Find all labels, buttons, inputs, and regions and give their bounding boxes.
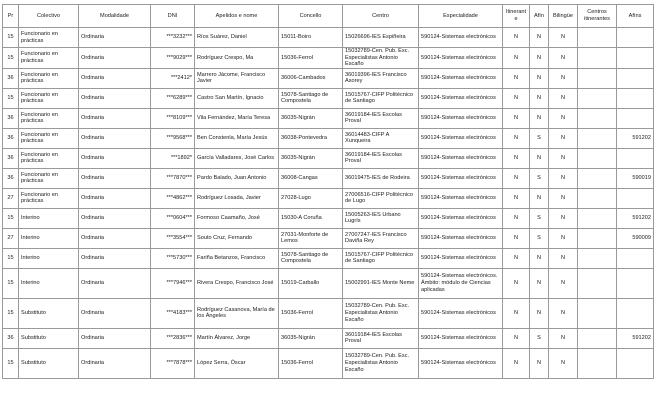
cell-centros-itinerantes [578, 28, 617, 48]
cell-modalidade: Ordinaria [79, 28, 151, 48]
cell-apelidos-nome: Rodríguez Casanova, María de los Ángeles [195, 298, 279, 328]
cell-modalidade: Ordinaria [79, 88, 151, 108]
cell-afins: 591202 [617, 128, 654, 148]
cell-pr: 15 [3, 48, 19, 69]
cell-apelidos-nome: Castro San Martín, Ignacio [195, 88, 279, 108]
header-pr: Pr [3, 5, 19, 28]
cell-centro: 15032789-Cen. Pub. Esc. Especialistas Antonio Escaño [343, 48, 419, 69]
cell-concello: 15030-A Coruña [279, 208, 343, 228]
table-row [3, 28, 654, 48]
cell-apelidos-nome: Marrero Jácome, Francisco Javier [195, 68, 279, 88]
cell-especialidade: 590124-Sistemas electrónicos [419, 208, 503, 228]
cell-apelidos-nome: Fariña Betanzos, Francisco [195, 248, 279, 268]
cell-especialidade: 590124-Sistemas electrónicos [419, 108, 503, 128]
cell-concello: 15036-Ferrol [279, 48, 343, 69]
cell-itinerante: N [503, 298, 530, 328]
cell-afins: 591202 [617, 208, 654, 228]
cell-apelidos-nome: Rodríguez Crespo, Ma [195, 48, 279, 69]
table-row [3, 248, 654, 268]
assignments-table [2, 4, 654, 379]
cell-pr: 15 [3, 348, 19, 378]
cell-afins [617, 28, 654, 48]
cell-modalidade: Ordinaria [79, 168, 151, 188]
cell-afins: 590009 [617, 228, 654, 248]
cell-pr: 36 [3, 68, 19, 88]
cell-colectivo: Funcionario en prácticas [19, 188, 79, 208]
cell-itinerante: N [503, 108, 530, 128]
cell-afin: N [530, 48, 549, 69]
cell-pr: 27 [3, 188, 19, 208]
table-row [3, 168, 654, 188]
cell-itinerante: N [503, 248, 530, 268]
cell-pr: 36 [3, 108, 19, 128]
cell-colectivo: Substituto [19, 348, 79, 378]
cell-especialidade: 590124-Sistemas electrónicos [419, 328, 503, 348]
cell-bilingue: N [549, 298, 578, 328]
cell-concello: 36035-Nigrán [279, 108, 343, 128]
cell-colectivo: Funcionario en prácticas [19, 28, 79, 48]
cell-colectivo: Interino [19, 208, 79, 228]
cell-bilingue: N [549, 348, 578, 378]
cell-bilingue: N [549, 28, 578, 48]
cell-pr: 15 [3, 248, 19, 268]
cell-especialidade: 590124-Sistemas electrónicos [419, 28, 503, 48]
cell-especialidade: 590124-Sistemas electrónicos [419, 348, 503, 378]
cell-apelidos-nome: Ríos Suárez, Daniel [195, 28, 279, 48]
table-row [3, 128, 654, 148]
cell-afins [617, 248, 654, 268]
cell-colectivo: Funcionario en prácticas [19, 168, 79, 188]
cell-concello: 36008-Cangas [279, 168, 343, 188]
cell-bilingue: N [549, 48, 578, 69]
cell-centro: 15002991-IES Monte Neme [343, 268, 419, 298]
table-row [3, 48, 654, 69]
cell-modalidade: Ordinaria [79, 128, 151, 148]
cell-especialidade: 590124-Sistemas electrónicos [419, 48, 503, 69]
cell-bilingue: N [549, 188, 578, 208]
cell-afins [617, 88, 654, 108]
cell-especialidade: 590124-Sistemas electrónicos [419, 128, 503, 148]
cell-colectivo: Funcionario en prácticas [19, 48, 79, 69]
cell-bilingue: N [549, 328, 578, 348]
cell-afin: S [530, 168, 549, 188]
cell-afin: N [530, 348, 549, 378]
cell-centros-itinerantes [578, 208, 617, 228]
cell-centros-itinerantes [578, 168, 617, 188]
cell-centro: 36014483-CIFP A Xunqueira [343, 128, 419, 148]
cell-dni: ***2412* [151, 68, 195, 88]
cell-dni: ***6289*** [151, 88, 195, 108]
cell-colectivo: Substituto [19, 328, 79, 348]
table-row [3, 328, 654, 348]
cell-modalidade: Ordinaria [79, 188, 151, 208]
cell-centro: 15026696-IES Espiñeira [343, 28, 419, 48]
cell-centro: 15015767-CIFP Politécnico de Santiago [343, 248, 419, 268]
cell-especialidade: 590124-Sistemas electrónicos [419, 68, 503, 88]
cell-bilingue: N [549, 68, 578, 88]
cell-centros-itinerantes [578, 108, 617, 128]
cell-afin: N [530, 148, 549, 168]
cell-afin: N [530, 268, 549, 298]
cell-itinerante: N [503, 188, 530, 208]
cell-concello: 15036-Ferrol [279, 298, 343, 328]
cell-modalidade: Ordinaria [79, 348, 151, 378]
cell-afin: N [530, 248, 549, 268]
cell-especialidade: 590124-Sistemas electrónicos [419, 168, 503, 188]
cell-modalidade: Ordinaria [79, 268, 151, 298]
cell-centro: 36019184-IES Escolas Proval [343, 328, 419, 348]
cell-afins: 590019 [617, 168, 654, 188]
cell-concello: 36038-Pontevedra [279, 128, 343, 148]
cell-colectivo: Interino [19, 228, 79, 248]
cell-afins [617, 48, 654, 69]
cell-colectivo: Interino [19, 268, 79, 298]
cell-pr: 36 [3, 328, 19, 348]
cell-apelidos-nome: García Valladares, José Carlos [195, 148, 279, 168]
cell-colectivo: Funcionario en prácticas [19, 148, 79, 168]
table-row [3, 68, 654, 88]
cell-concello: 27028-Lugo [279, 188, 343, 208]
cell-afin: N [530, 68, 549, 88]
cell-especialidade: 590124-Sistemas electrónicos [419, 188, 503, 208]
cell-afin: S [530, 128, 549, 148]
cell-colectivo: Funcionario en prácticas [19, 88, 79, 108]
cell-apelidos-nome: Martín Álvarez, Jorge [195, 328, 279, 348]
cell-dni: ***3554*** [151, 228, 195, 248]
cell-modalidade: Ordinaria [79, 298, 151, 328]
cell-centro: 15005263-IES Urbano Lugrís [343, 208, 419, 228]
table-body [3, 28, 654, 379]
cell-centros-itinerantes [578, 348, 617, 378]
cell-concello: 15078-Santiago de Compostela [279, 248, 343, 268]
cell-afin: S [530, 328, 549, 348]
cell-especialidade: 590124-Sistemas electrónicos. Ámbito: módulo de Ciencias aplicadas [419, 268, 503, 298]
header-especialidade: Especialidade [419, 5, 503, 28]
cell-afin: N [530, 28, 549, 48]
cell-itinerante: N [503, 88, 530, 108]
cell-modalidade: Ordinaria [79, 228, 151, 248]
cell-afin: S [530, 228, 549, 248]
cell-especialidade: 590124-Sistemas electrónicos [419, 248, 503, 268]
cell-modalidade: Ordinaria [79, 248, 151, 268]
cell-apelidos-nome: Rivera Crespo, Francisco José [195, 268, 279, 298]
cell-concello: 15078-Santiago de Compostela [279, 88, 343, 108]
cell-itinerante: N [503, 48, 530, 69]
cell-apelidos-nome: Souto Cruz, Fernando [195, 228, 279, 248]
cell-colectivo: Funcionario en prácticas [19, 68, 79, 88]
table-row [3, 268, 654, 298]
cell-centros-itinerantes [578, 248, 617, 268]
cell-apelidos-nome: Vila Fernández, María Teresa [195, 108, 279, 128]
cell-itinerante: N [503, 208, 530, 228]
cell-bilingue: N [549, 88, 578, 108]
cell-centro: 36019396-IES Francisco Asorey [343, 68, 419, 88]
cell-afin: N [530, 298, 549, 328]
cell-concello: 36035-Nigrán [279, 148, 343, 168]
header-itinerante: Itinerante [503, 5, 530, 28]
cell-colectivo: Funcionario en prácticas [19, 128, 79, 148]
cell-dni: ***9568*** [151, 128, 195, 148]
cell-itinerante: N [503, 148, 530, 168]
cell-afin: N [530, 108, 549, 128]
cell-centros-itinerantes [578, 48, 617, 69]
header-dni: DNI [151, 5, 195, 28]
cell-afins [617, 68, 654, 88]
cell-centro: 15032789-Cen. Pub. Esc. Especialistas Antonio Escaño [343, 348, 419, 378]
cell-afins: 591202 [617, 328, 654, 348]
cell-centros-itinerantes [578, 188, 617, 208]
cell-pr: 36 [3, 128, 19, 148]
cell-pr: 15 [3, 298, 19, 328]
cell-pr: 15 [3, 28, 19, 48]
cell-especialidade: 590124-Sistemas electrónicos [419, 148, 503, 168]
cell-colectivo: Substituto [19, 298, 79, 328]
cell-concello: 36035-Nigrán [279, 328, 343, 348]
cell-itinerante: N [503, 168, 530, 188]
cell-afin: S [530, 208, 549, 228]
cell-afins [617, 348, 654, 378]
header-apelidos-nome: Apelidos e nome [195, 5, 279, 28]
cell-centro: 36019184-IES Escolas Proval [343, 148, 419, 168]
cell-dni: ***7878*** [151, 348, 195, 378]
cell-itinerante: N [503, 348, 530, 378]
cell-especialidade: 590124-Sistemas electrónicos [419, 298, 503, 328]
cell-dni: ***4862*** [151, 188, 195, 208]
cell-bilingue: N [549, 148, 578, 168]
cell-afins [617, 148, 654, 168]
cell-especialidade: 590124-Sistemas electrónicos [419, 228, 503, 248]
cell-centro: 36019184-IES Escolas Proval [343, 108, 419, 128]
cell-centro: 27006516-CIFP Politécnico de Lugo [343, 188, 419, 208]
header-afin: Afín [530, 5, 549, 28]
cell-pr: 15 [3, 208, 19, 228]
cell-dni: ***5730*** [151, 248, 195, 268]
cell-pr: 15 [3, 88, 19, 108]
cell-apelidos-nome: Ben Constenla, María Jesús [195, 128, 279, 148]
cell-pr: 36 [3, 168, 19, 188]
cell-afin: N [530, 188, 549, 208]
cell-modalidade: Ordinaria [79, 108, 151, 128]
table-row [3, 348, 654, 378]
cell-afins [617, 298, 654, 328]
cell-bilingue: N [549, 228, 578, 248]
cell-itinerante: N [503, 328, 530, 348]
cell-apelidos-nome: Pardo Balado, Juan Antonio [195, 168, 279, 188]
cell-centros-itinerantes [578, 88, 617, 108]
table-row [3, 108, 654, 128]
cell-apelidos-nome: López Serra, Óscar [195, 348, 279, 378]
header-centros-itinerantes: Centros itinerantes [578, 5, 617, 28]
cell-apelidos-nome: Rodríguez Losada, Javier [195, 188, 279, 208]
cell-dni: ***4183*** [151, 298, 195, 328]
cell-itinerante: N [503, 268, 530, 298]
cell-centro: 27007247-IES Francisco Daviña Rey [343, 228, 419, 248]
cell-itinerante: N [503, 28, 530, 48]
cell-modalidade: Ordinaria [79, 48, 151, 69]
header-afins: Afíns [617, 5, 654, 28]
cell-concello: 15019-Carballo [279, 268, 343, 298]
cell-centros-itinerantes [578, 328, 617, 348]
cell-modalidade: Ordinaria [79, 148, 151, 168]
cell-bilingue: N [549, 208, 578, 228]
header-concello: Concello [279, 5, 343, 28]
cell-centros-itinerantes [578, 298, 617, 328]
cell-dni: ***1892* [151, 148, 195, 168]
cell-pr: 15 [3, 268, 19, 298]
cell-pr: 27 [3, 228, 19, 248]
cell-centro: 15015767-CIFP Politécnico de Santiago [343, 88, 419, 108]
cell-itinerante: N [503, 128, 530, 148]
cell-dni: ***8109*** [151, 108, 195, 128]
cell-dni: ***7870*** [151, 168, 195, 188]
table-row [3, 298, 654, 328]
table-header-row [3, 5, 654, 28]
header-bilingue: Bilingüe [549, 5, 578, 28]
cell-centros-itinerantes [578, 228, 617, 248]
cell-centros-itinerantes [578, 268, 617, 298]
cell-especialidade: 590124-Sistemas electrónicos [419, 88, 503, 108]
header-centro: Centro [343, 5, 419, 28]
cell-afin: N [530, 88, 549, 108]
cell-centros-itinerantes [578, 68, 617, 88]
cell-modalidade: Ordinaria [79, 68, 151, 88]
table-row [3, 188, 654, 208]
cell-concello: 15036-Ferrol [279, 348, 343, 378]
cell-itinerante: N [503, 228, 530, 248]
cell-concello: 36006-Cambados [279, 68, 343, 88]
cell-dni: ***7946*** [151, 268, 195, 298]
cell-centros-itinerantes [578, 128, 617, 148]
cell-bilingue: N [549, 268, 578, 298]
cell-centro: 15032789-Cen. Pub. Esc. Especialistas Antonio Escaño [343, 298, 419, 328]
cell-colectivo: Funcionario en prácticas [19, 108, 79, 128]
cell-bilingue: N [549, 168, 578, 188]
cell-itinerante: N [503, 68, 530, 88]
cell-dni: ***9029*** [151, 48, 195, 69]
cell-modalidade: Ordinaria [79, 328, 151, 348]
cell-centro: 36019475-IES de Rodeira [343, 168, 419, 188]
cell-apelidos-nome: Formoso Caamaño, José [195, 208, 279, 228]
cell-bilingue: N [549, 108, 578, 128]
cell-dni: ***2836*** [151, 328, 195, 348]
cell-bilingue: N [549, 248, 578, 268]
cell-afins [617, 108, 654, 128]
table-row [3, 208, 654, 228]
table-row [3, 228, 654, 248]
cell-centros-itinerantes [578, 148, 617, 168]
cell-dni: ***0604*** [151, 208, 195, 228]
table-row [3, 88, 654, 108]
cell-modalidade: Ordinaria [79, 208, 151, 228]
header-colectivo: Colectivo [19, 5, 79, 28]
cell-bilingue: N [549, 128, 578, 148]
document-page [2, 4, 651, 379]
header-modalidade: Modalidade [79, 5, 151, 28]
cell-dni: ***3232*** [151, 28, 195, 48]
cell-concello: 15011-Boiro [279, 28, 343, 48]
table-row [3, 148, 654, 168]
cell-concello: 27031-Monforte de Lemos [279, 228, 343, 248]
cell-pr: 36 [3, 148, 19, 168]
cell-afins [617, 188, 654, 208]
cell-afins [617, 268, 654, 298]
cell-colectivo: Interino [19, 248, 79, 268]
